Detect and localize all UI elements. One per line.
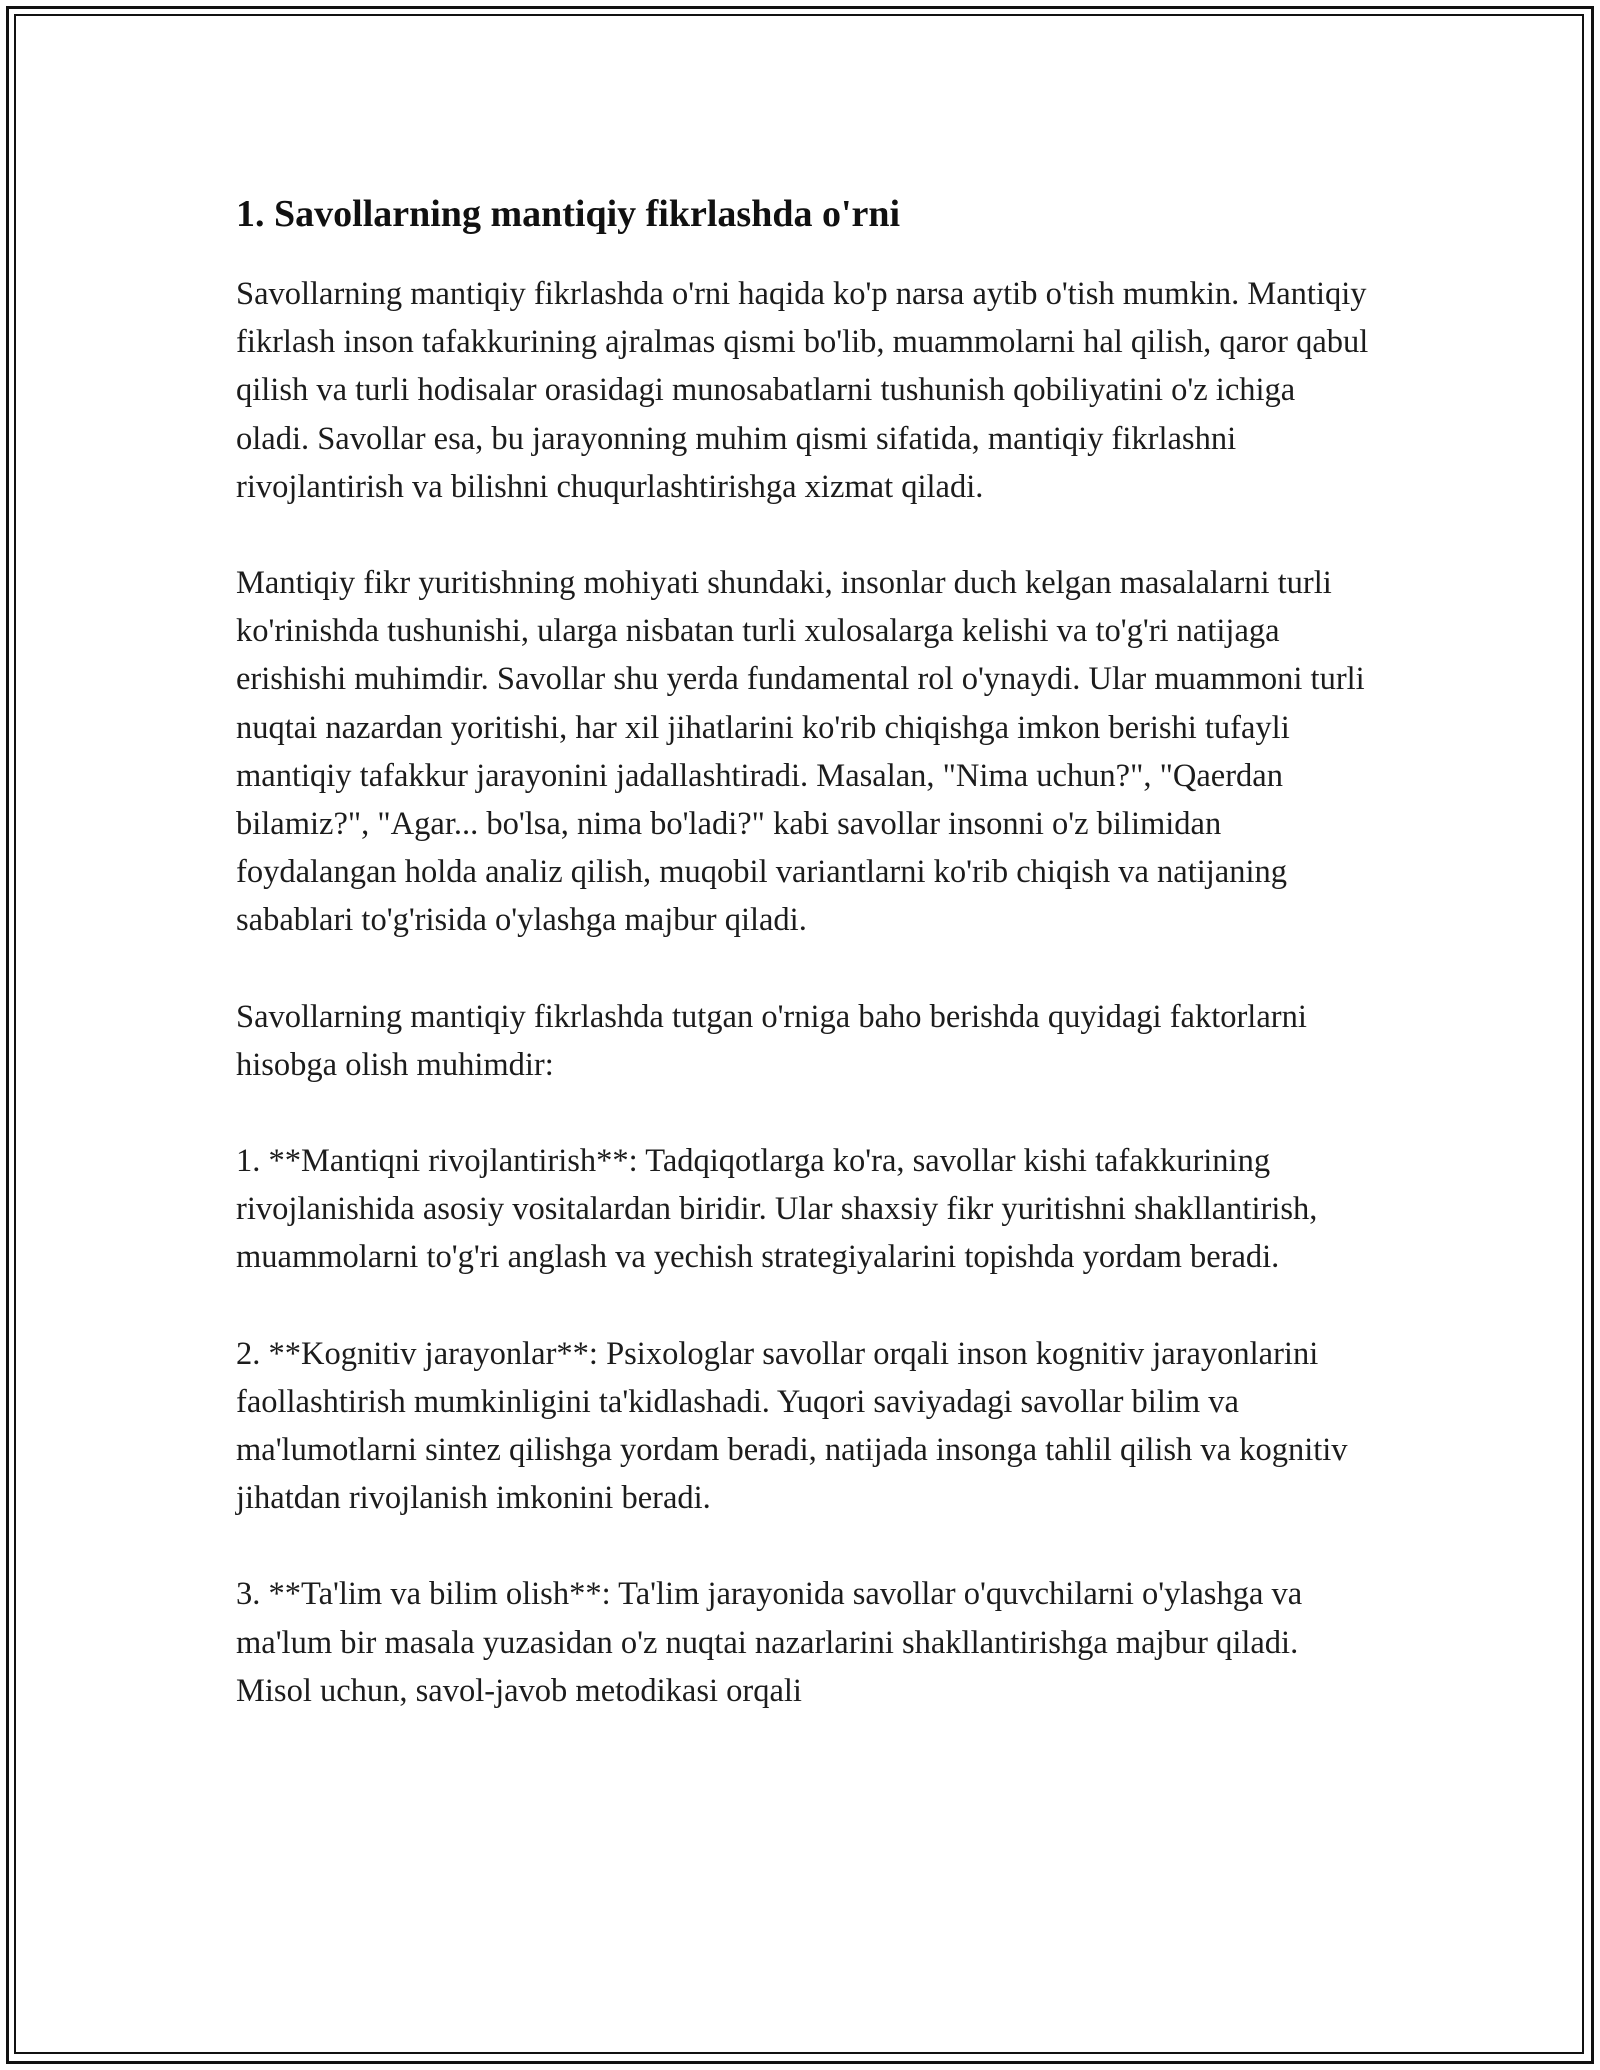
section-heading: 1. Savollarning mantiqiy fikrlashda o'rni [236, 193, 901, 235]
list-item-education: 3. **Ta'lim va bilim olish**: Ta'lim jarayonida savollar o'quvchilarni o'ylashga va ma'lum bir masala yuzasidan o'z nuqtai nazarlarini shakllantirishga majbur qiladi. Misol uchun, savol-javob metodikasi orqali [236, 1576, 1303, 1709]
document-page [236, 186, 1376, 1715]
paragraph-essence: Mantiqiy fikr yuritishning mohiyati shundaki, insonlar duch kelgan masalalarni turli ko'rinishda tushunishi, ularga nisbatan turli xulosalarga kelishi va to'g'ri natijaga erishishi muhimdir. Savollar shu yerda fundamental rol o'ynaydi. Ular muammoni turli nuqtai nazardan yoritishi, har xil jihatlarini ko'rib chiqishga imkon berishi tufayli mantiqiy tafakkur jarayonini jadallashtiradi. Masalan, "Nima uchun?", "Qaerdan bilamiz?", "Agar... bo'lsa, nima bo'ladi?" kabi savollar insonni o'z bilimidan foydalangan holda analiz qilish, muqobil variantlarni ko'rib chiqish va natijaning sabablari to'g'risida o'ylashga majbur qiladi. [236, 565, 1365, 939]
list-item-logic-development: 1. **Mantiqni rivojlantirish**: Tadqiqotlarga ko'ra, savollar kishi tafakkurining rivojlanishida asosiy vositalardan biridir. Ular shaxsiy fikr yuritishni shakllantirish, muammolarni to'g'ri anglash va yechish strategiyalarini topishda yordam beradi. [236, 1143, 1318, 1276]
paragraph-factors-intro: Savollarning mantiqiy fikrlashda tutgan o'rniga baho berishda quyidagi faktorlarni hisobga olish muhimdir: [236, 998, 1307, 1083]
paragraph-intro: Savollarning mantiqiy fikrlashda o'rni haqida ko'p narsa aytib o'tish mumkin. Mantiqiy fikrlash inson tafakkurining ajralmas qismi bo'lib, muammolarni hal qilish, qaror qabul qilish va turli hodisalar orasidagi munosabatlarni tushunish qobiliyatini o'z ichiga oladi. Savollar esa, bu jarayonning muhim qismi sifatida, mantiqiy fikrlashni rivojlantirish va bilishni chuqurlashtirishga xizmat qiladi. [236, 276, 1369, 505]
list-item-cognitive-processes: 2. **Kognitiv jarayonlar**: Psixologlar savollar orqali inson kognitiv jarayonlarini faollashtirish mumkinligini ta'kidlashadi. Yuqori saviyadagi savollar bilim va ma'lumotlarni sintez qilishga yordam beradi, natijada insonga tahlil qilish va kognitiv jihatdan rivojlanish imkonini beradi. [236, 1335, 1348, 1517]
